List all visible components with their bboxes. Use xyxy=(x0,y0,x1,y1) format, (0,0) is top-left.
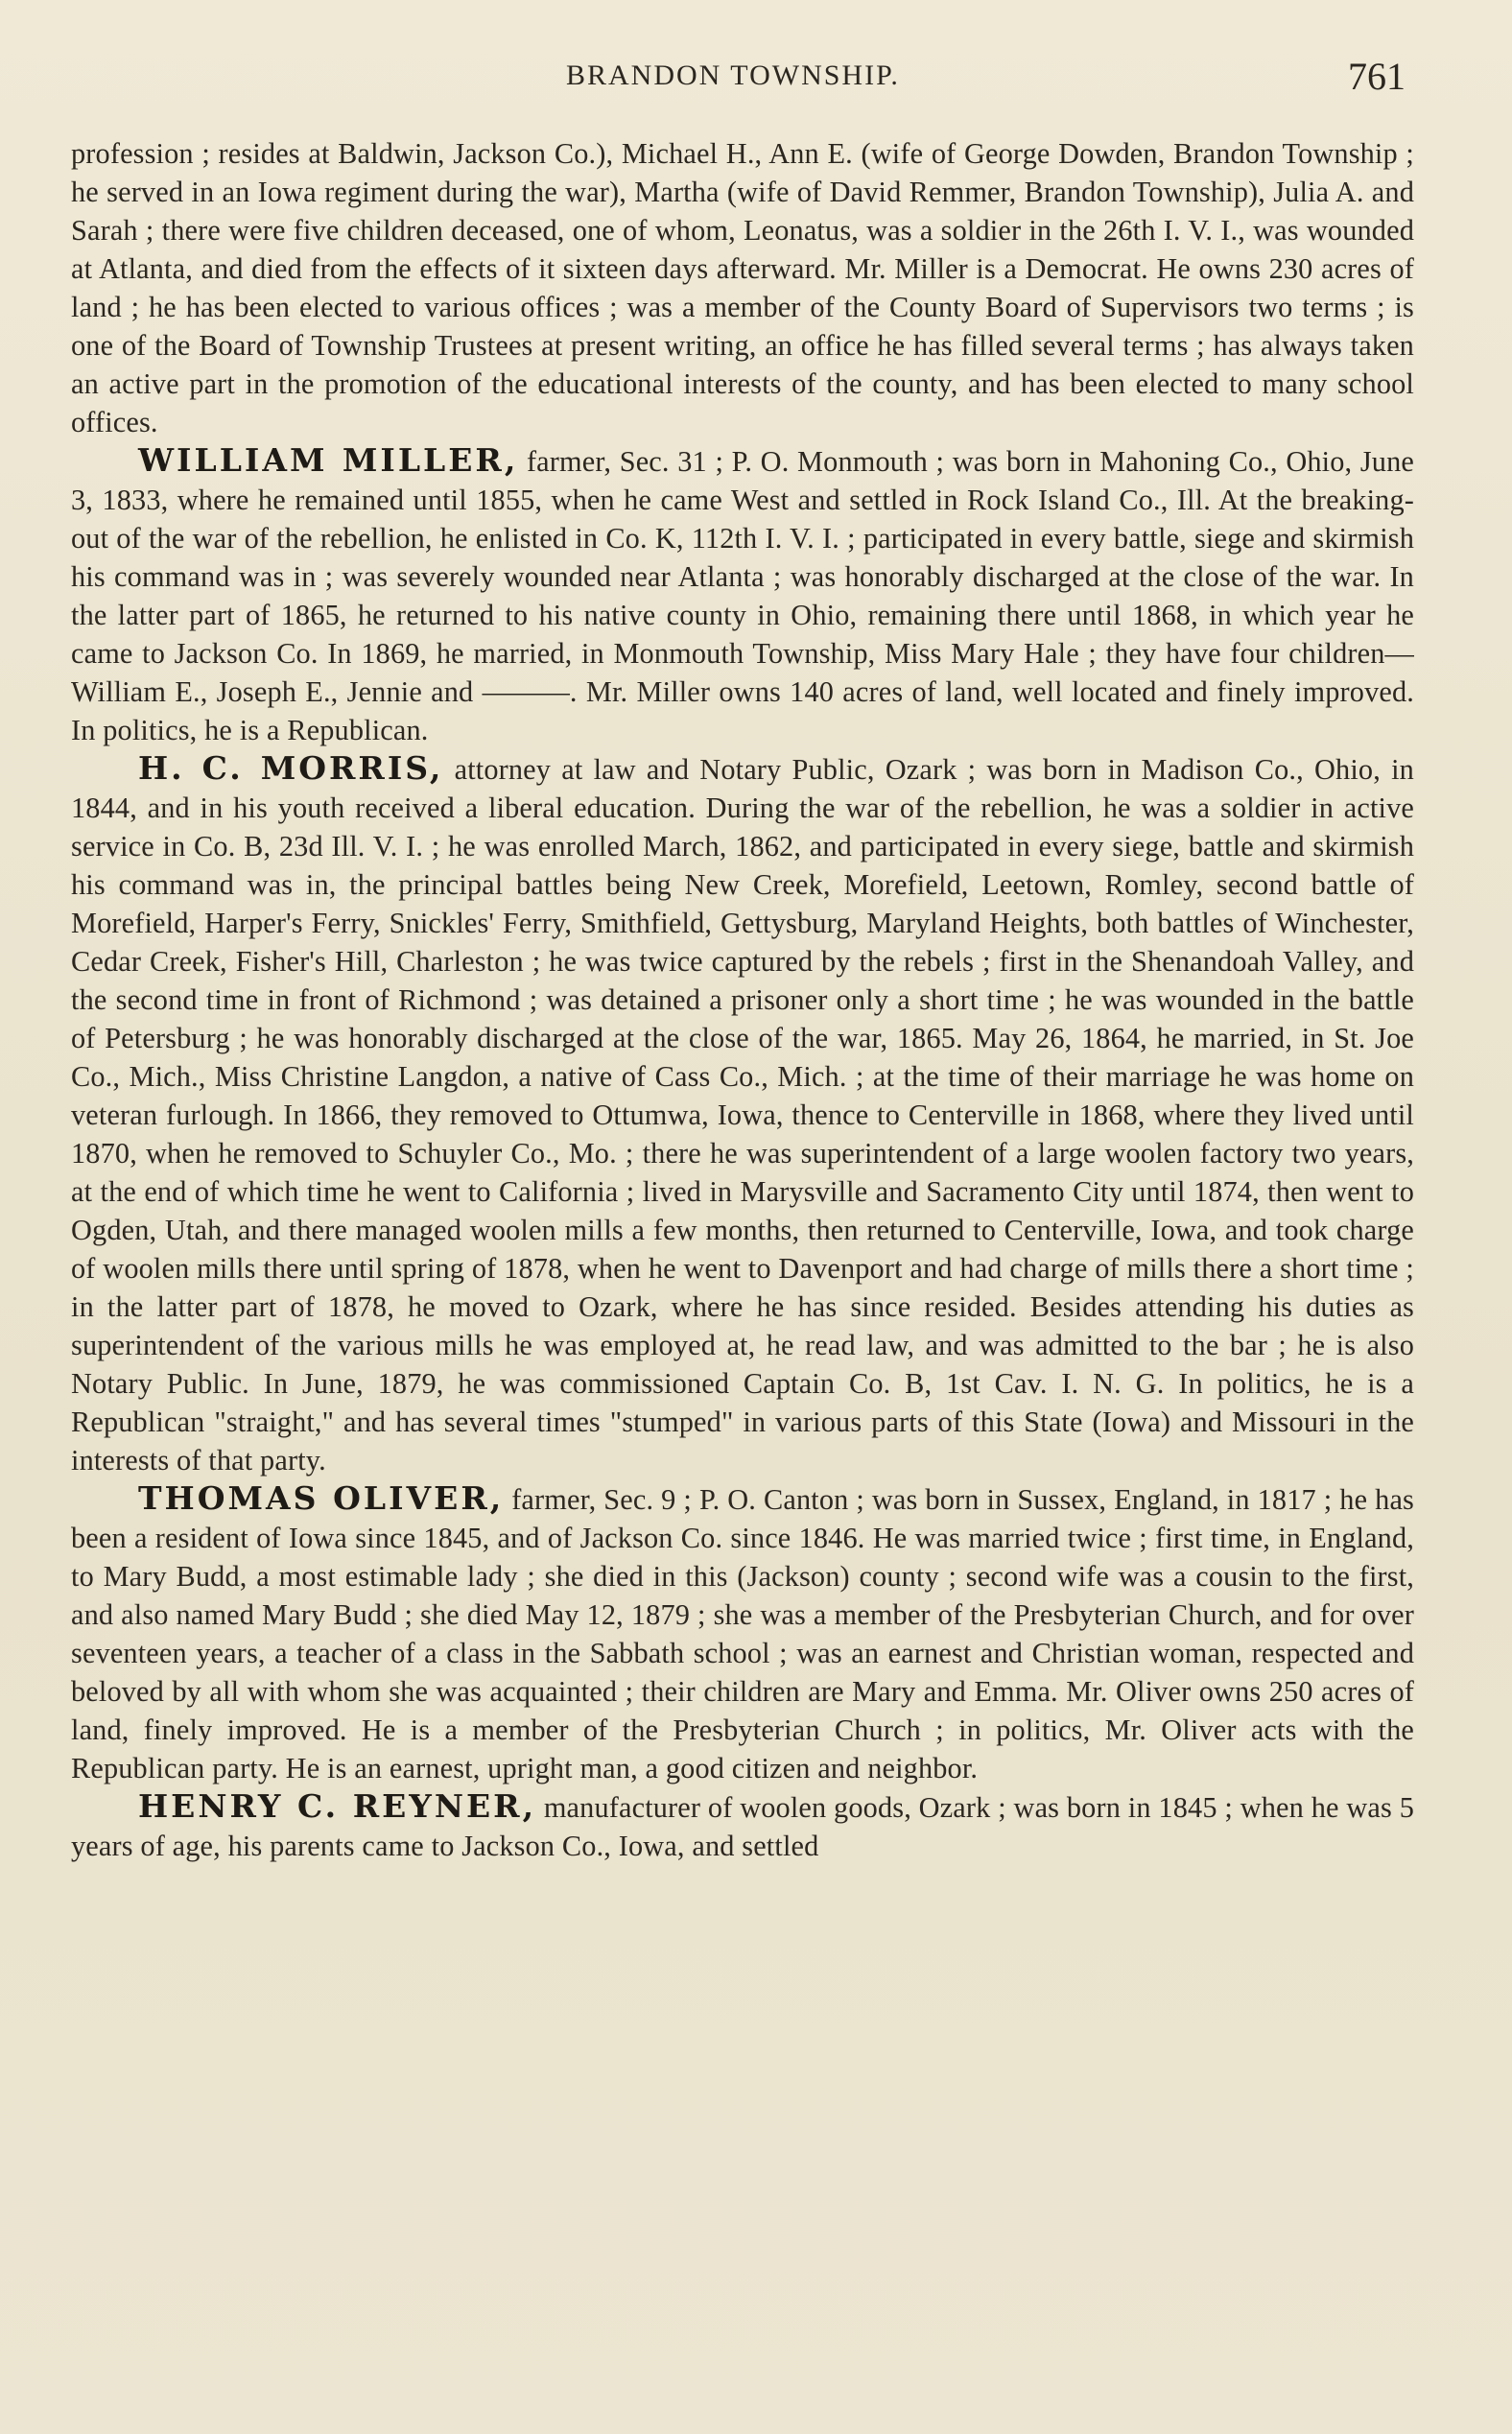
page-body xyxy=(71,134,1414,1865)
biography-entry xyxy=(71,1479,1414,1787)
paragraph-continuation xyxy=(71,134,1414,441)
entry-name: THOMAS OLIVER, xyxy=(138,1479,505,1517)
entry-name: HENRY C. REYNER, xyxy=(138,1787,537,1825)
biography-entry xyxy=(71,749,1414,1479)
running-title: BRANDON TOWNSHIP. xyxy=(566,59,900,91)
entry-text: attorney at law and Notary Public, Ozark ; was born in Madison Co., Ohio, in 1844, and in his youth received a liberal education. During the war of the rebellion, he was a soldier in active service in Co. B, 23d Ill. V. I. ; he was enrolled March, 1862, and participated in every siege, battle and skirmish his command was in, the principal battles being New Creek, Morefield, Leetown, Romley, second battle of Morefield, Harper's Ferry, Snickles' Ferry, Smithfield, Gettysburg, Maryland Heights, both battles of Winchester, Cedar Creek, Fisher's Hill, Charleston ; he was twice captured by the rebels ; first in the Shenandoah Valley, and the second time in front of Richmond ; was detained a prisoner only a short time ; he was wounded in the battle of Petersburg ; he was honorably discharged at the close of the war, 1865. May 26, 1864, he married, in St. Joe Co., Mich., Miss Christine Langdon, a native of Cass Co., Mich. ; at the time of their marriage he was home on veteran furlough. In 1866, they removed to Ottumwa, Iowa, thence to Centerville in 1868, where they lived until 1870, when he removed to Schuyler Co., Mo. ; there he was superintendent of a large woolen factory two years, at the end of which time he went to California ; lived in Marysville and Sacramento City until 1874, then went to Ogden, Utah, and there managed woolen mills a few months, then returned to Centerville, Iowa, and took charge of woolen mills there until spring of 1878, when he went to Davenport and had charge of mills there a short time ; in the latter part of 1878, he moved to Ozark, where he has since resided. Besides attending his duties as superintendent of the various mills he was employed at, he read law, and was admitted to the bar ; he is also Notary Public. In June, 1879, he was commissioned Captain Co. B, 1st Cav. I. N. G. In politics, he is a Republican "straight," and has several times "stumped" in various parts of this State (Iowa) and Missouri in the interests of that party. xyxy=(71,753,1414,1477)
biography-entry xyxy=(71,441,1414,749)
entry-name: WILLIAM MILLER, xyxy=(138,441,519,479)
entry-text: manufacturer of woolen goods, Ozark ; was born in 1845 ; when he was 5 years of age, his parents came to Jackson Co., Iowa, and settled xyxy=(71,1791,1415,1862)
entry-name: H. C. MORRIS, xyxy=(138,749,444,787)
page-number: 761 xyxy=(1348,55,1406,98)
paragraph-text: profession ; resides at Baldwin, Jackson Co.), Michael H., Ann E. (wife of George Dowden, Brandon Township ; he served in an Iowa regiment during the war), Martha (wife of David Remmer, Brandon Township), Julia A. and Sarah ; there were five children deceased, one of whom, Leonatus, was a soldier in the 26th I. V. I., was wounded at Atlanta, and died from the effects of it sixteen days afterward. Mr. Miller is a Democrat. He owns 230 acres of land ; he has been elected to various offices ; was a member of the County Board of Supervisors two terms ; is one of the Board of Township Trustees at present writing, an office he has filled several terms ; has always taken an active part in the promotion of the educational interests of the county, and has been elected to many school offices. xyxy=(71,137,1414,438)
biography-entry xyxy=(71,1787,1414,1865)
entry-text: farmer, Sec. 9 ; P. O. Canton ; was born in Sussex, England, in 1817 ; he has been a resident of Iowa since 1845, and of Jackson Co. since 1846. He was married twice ; first time, in England, to Mary Budd, a most estimable lady ; she died in this (Jackson) county ; second wife was a cousin to the first, and also named Mary Budd ; she died May 12, 1879 ; she was a member of the Presbyterian Church, and for over seventeen years, a teacher of a class in the Sabbath school ; was an earnest and Christian woman, respected and beloved by all with whom she was acquainted ; their children are Mary and Emma. Mr. Oliver owns 250 acres of land, finely improved. He is a member of the Presbyterian Church ; in politics, Mr. Oliver acts with the Republican party. He is an earnest, upright man, a good citizen and neighbor. xyxy=(71,1483,1414,1784)
entry-text: farmer, Sec. 31 ; P. O. Monmouth ; was born in Mahoning Co., Ohio, June 3, 1833, where he remained until 1855, when he came West and settled in Rock Island Co., Ill. At the breaking-out of the war of the rebellion, he enlisted in Co. K, 112th I. V. I. ; participated in every battle, siege and skirmish his command was in ; was severely wounded near Atlanta ; was honorably discharged at the close of the war. In the latter part of 1865, he returned to his native county in Ohio, remaining there until 1868, in which year he came to Jackson Co. In 1869, he married, in Monmouth Township, Miss Mary Hale ; they have four children—William E., Joseph E., Jennie and ———. Mr. Miller owns 140 acres of land, well located and finely improved. In politics, he is a Republican. xyxy=(71,445,1414,746)
